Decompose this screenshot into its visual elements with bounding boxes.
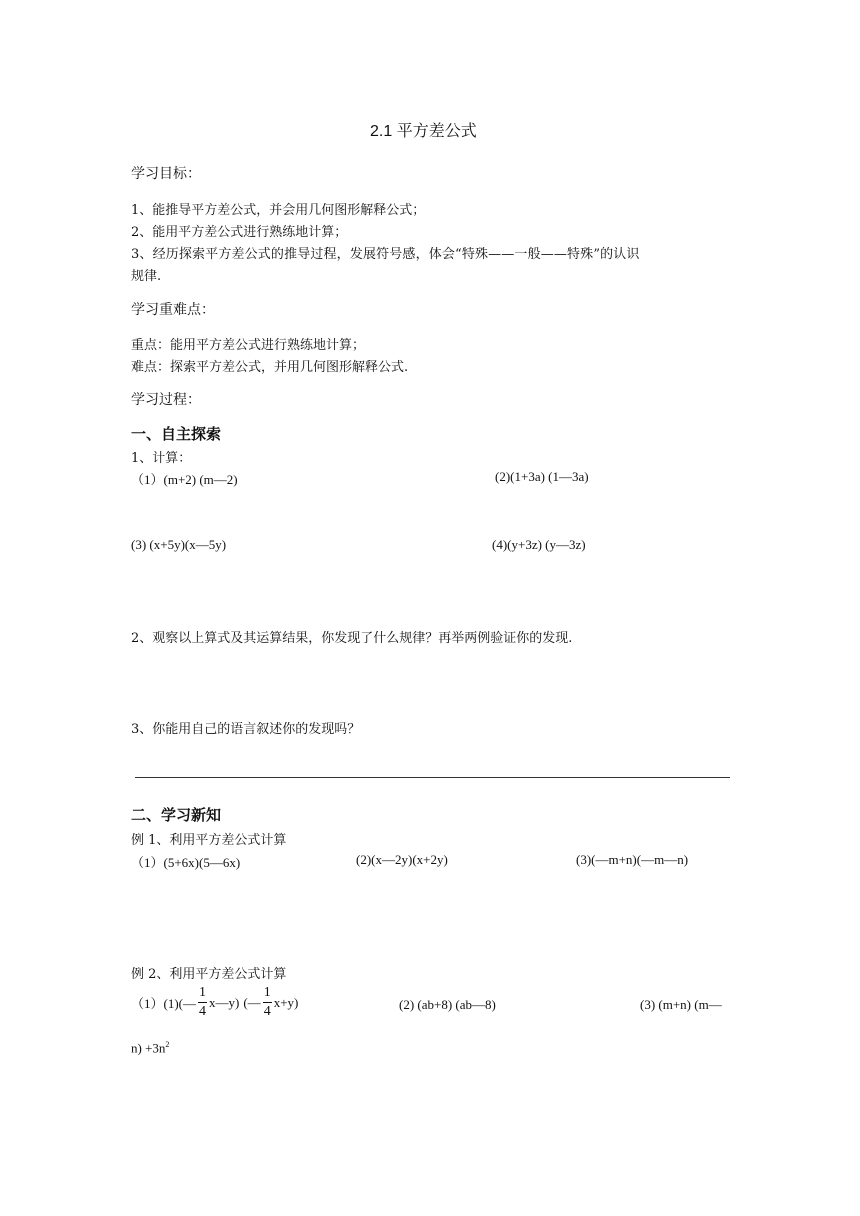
keypoint-item-1: 重点：能用平方差公式进行熟练地计算； [131, 338, 366, 353]
ex2-item-3: (3) (m+n) (m— [640, 997, 722, 1012]
keypoints-heading: 学习重难点： [131, 301, 215, 317]
fraction-denominator: 4 [263, 1004, 271, 1019]
objective-item-3-cont: 规律. [131, 269, 162, 284]
q1-label: 1、计算： [131, 451, 192, 466]
part1-heading: 一、自主探索 [131, 426, 222, 443]
ex2-item-3-cont [131, 1040, 169, 1056]
ex1-label: 例 1、利用平方差公式计算 [131, 833, 287, 848]
answer-line [135, 777, 730, 778]
objective-item-2: 2、能用平方差公式进行熟练地计算； [131, 225, 348, 240]
ex1-item-1: （1）(5+6x)(5—6x) [131, 855, 241, 870]
fraction-1-4 [198, 986, 207, 1019]
ex2-item-1-mid1: x—y) [209, 994, 240, 1010]
ex2-item-1-suffix: x+y) [273, 994, 299, 1010]
objectives-heading: 学习目标： [131, 165, 201, 181]
fraction-numerator: 1 [263, 986, 272, 1003]
fraction-denominator: 4 [199, 1004, 206, 1019]
q1-item-3: (3) (x+5y)(x—5y) [131, 537, 227, 552]
ex2-item-1 [131, 986, 298, 1019]
ex2-item-1-mid2: (— [243, 994, 261, 1010]
ex2-item-3-cont-text: n) +3n [131, 1040, 166, 1056]
q2-text: 2、观察以上算式及其运算结果，你发现了什么规律？再举两例验证你的发现. [131, 631, 573, 646]
part2-heading: 二、学习新知 [131, 807, 222, 824]
process-heading: 学习过程： [131, 391, 201, 407]
q1-item-1: （1）(m+2) (m—2) [131, 472, 238, 487]
ex1-item-2: (2)(x—2y)(x+2y) [356, 852, 448, 867]
q1-item-4: (4)(y+3z) (y—3z) [492, 537, 586, 552]
objective-item-1: 1、能推导平方差公式，并会用几何图形解释公式； [131, 203, 426, 218]
keypoint-item-2: 难点：探索平方差公式，并用几何图形解释公式. [131, 360, 409, 375]
ex2-label: 例 2、利用平方差公式计算 [131, 967, 287, 982]
ex1-item-3: (3)(—m+n)(—m—n) [576, 852, 689, 867]
q1-item-2: (2)(1+3a) (1—3a) [495, 469, 589, 484]
fraction-numerator: 1 [198, 986, 207, 1003]
fraction-1-4-second [263, 986, 272, 1019]
q3-text: 3、你能用自己的语言叙述你的发现吗？ [131, 722, 361, 737]
objective-item-3: 3、经历探索平方差公式的推导过程，发展符号感，体会“特殊——一般——特殊”的认识 [131, 247, 640, 262]
exponent: 2 [165, 1040, 170, 1049]
page-title: 2.1 平方差公式 [370, 123, 477, 140]
ex2-item-2: (2) (ab+8) (ab—8) [399, 997, 496, 1012]
ex2-item-1-prefix: （1）(1)(— [131, 996, 196, 1011]
